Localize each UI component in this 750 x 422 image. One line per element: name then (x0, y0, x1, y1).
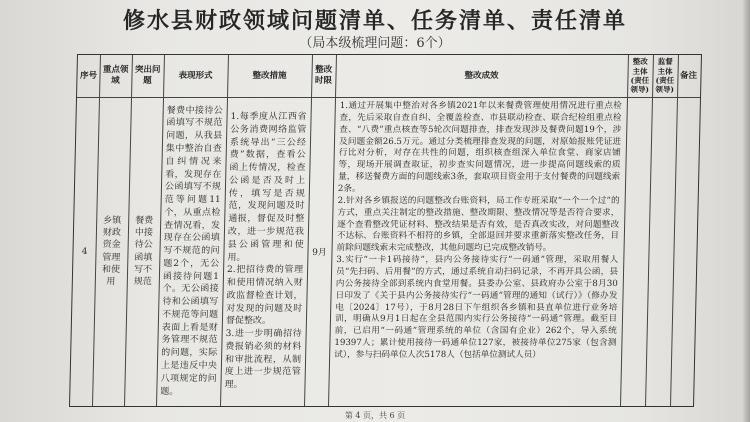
cell-seq: 4 (81, 246, 88, 257)
header-seq: 序号 (79, 70, 98, 81)
cell-area: 乡镇财政资金管理和使用 (101, 216, 122, 287)
result-item: 1.通过开展集中整治对各乡镇2021年以来餐费管理使用情况进行重点检查，先后采取自查自纠、全覆盖检查、市县联动检查、联合纪检组重点检查、“八费”重点核查等5轮次问题排查，排查发现涉及餐费问题19个，涉及问题金额26.5万元。通过分类梳理排查发现的问题，对原始报账凭证进行比对分析，对存在共性的问题，组织核查组深入单位食堂、商家店铺等，现场开展调查取证，初步查实问题情况，进一步提高问题线索的质量，移送餐费方面的问题线索3条，套取项目资金用于支付餐费的问题线索2条。 (337, 101, 622, 195)
header-remark: 备注 (679, 70, 698, 81)
header-area: 重点领域 (102, 65, 129, 86)
header-supervise-unit: 监督主体(责任领导) (655, 57, 675, 95)
cell-measures: 1.每季度从江西省公务消费网络监管系统导出“三公经费”数据，查看公函上传情况，检查公函是否及时上传，填写是否规范，发现问题及时通报，督促及时整改，进一步规范我县公函管理和使用。 2.把招待费的管理和使用情况纳入财政监督检查计划，对发现的问题及时督促整改。 3.进一步明确招待费报销必须的材料和审批流程，从制度上进一步规范管理。 (224, 112, 307, 391)
header-issue: 突出问题 (134, 65, 161, 86)
cell-deadline: 9月 (311, 248, 327, 258)
page-footer: 第 4 页，共 6 页 (344, 411, 406, 420)
header-form: 表现形式 (178, 70, 213, 81)
header-results: 整改成效 (464, 70, 499, 81)
result-item: 3.实行“一卡1码接待”，县内公务接待实行“一码通”管理，采取用餐人员“先扫码、后用餐”的方式，通过系统自动扫码记录，不再开具公函，县内公务接待全部到系统内食堂用餐。县委办公室、县政府办公室于8月30日印发了《关于县内公务接待实行“一码通”管理的通知（试行）》（修办发电〔2024〕17号），于8月28日下午组织各乡镇和县直单位进行业务培训，明确从9月1日起在全县范围内实行公务接待“一码通”管理。截至目前，已启用“一码通”管理系统的单位（含国有企业）262个，导入系统19397人；累计使用接待一码通单位127家，被接待单位275家（包含测试），参与扫码单位人次5178人（包括单位测试人员） (334, 255, 619, 361)
cell-issue: 餐费中接待公函填写不规范 (133, 216, 154, 287)
cell-results (328, 99, 627, 404)
document-subtitle: （局本级梳理问题：6个） (299, 36, 451, 51)
result-item: 2.针对各乡镇报送的问题整改台账资料，局工作专班采取“一个一个过”的方式，重点关注制定的整改措施、整改期限、整改情况等是否符合要求，逐个查看整改凭证材料、整改结果是否有效，是否真改实改，对问题整改不达标、台账资料不相符的乡镇，全部退回并要求重新落实整改任务，目前除问题线索未完成整改，其他问题均已完成整改销号。 (336, 195, 620, 254)
cell-measures-wrap (220, 97, 311, 406)
header-lead-unit: 整改主体(责任领导) (630, 57, 650, 95)
cell-form: 餐费中接待公函填写不规范问题，从我县集中整治自查自纠情况来看，发现存在公函填写不规范等问题11个，从重点检查情况看，发现存在公函填写不规范的问题2个，无公函接待问题1个。无公函接待和公函填写不规范等问题表面上看是财务管理不规范的问题，实际上是违反中央八项规定的问题。 (160, 105, 223, 397)
header-deadline: 整改时限 (314, 65, 333, 86)
paper-edge-shadow (742, 0, 750, 422)
cell-form-wrap (156, 97, 227, 406)
header-measures: 整改措施 (252, 70, 287, 81)
document-title: 修水县财政领域问题清单、任务清单、责任清单 (122, 8, 627, 34)
issue-table (69, 54, 702, 407)
